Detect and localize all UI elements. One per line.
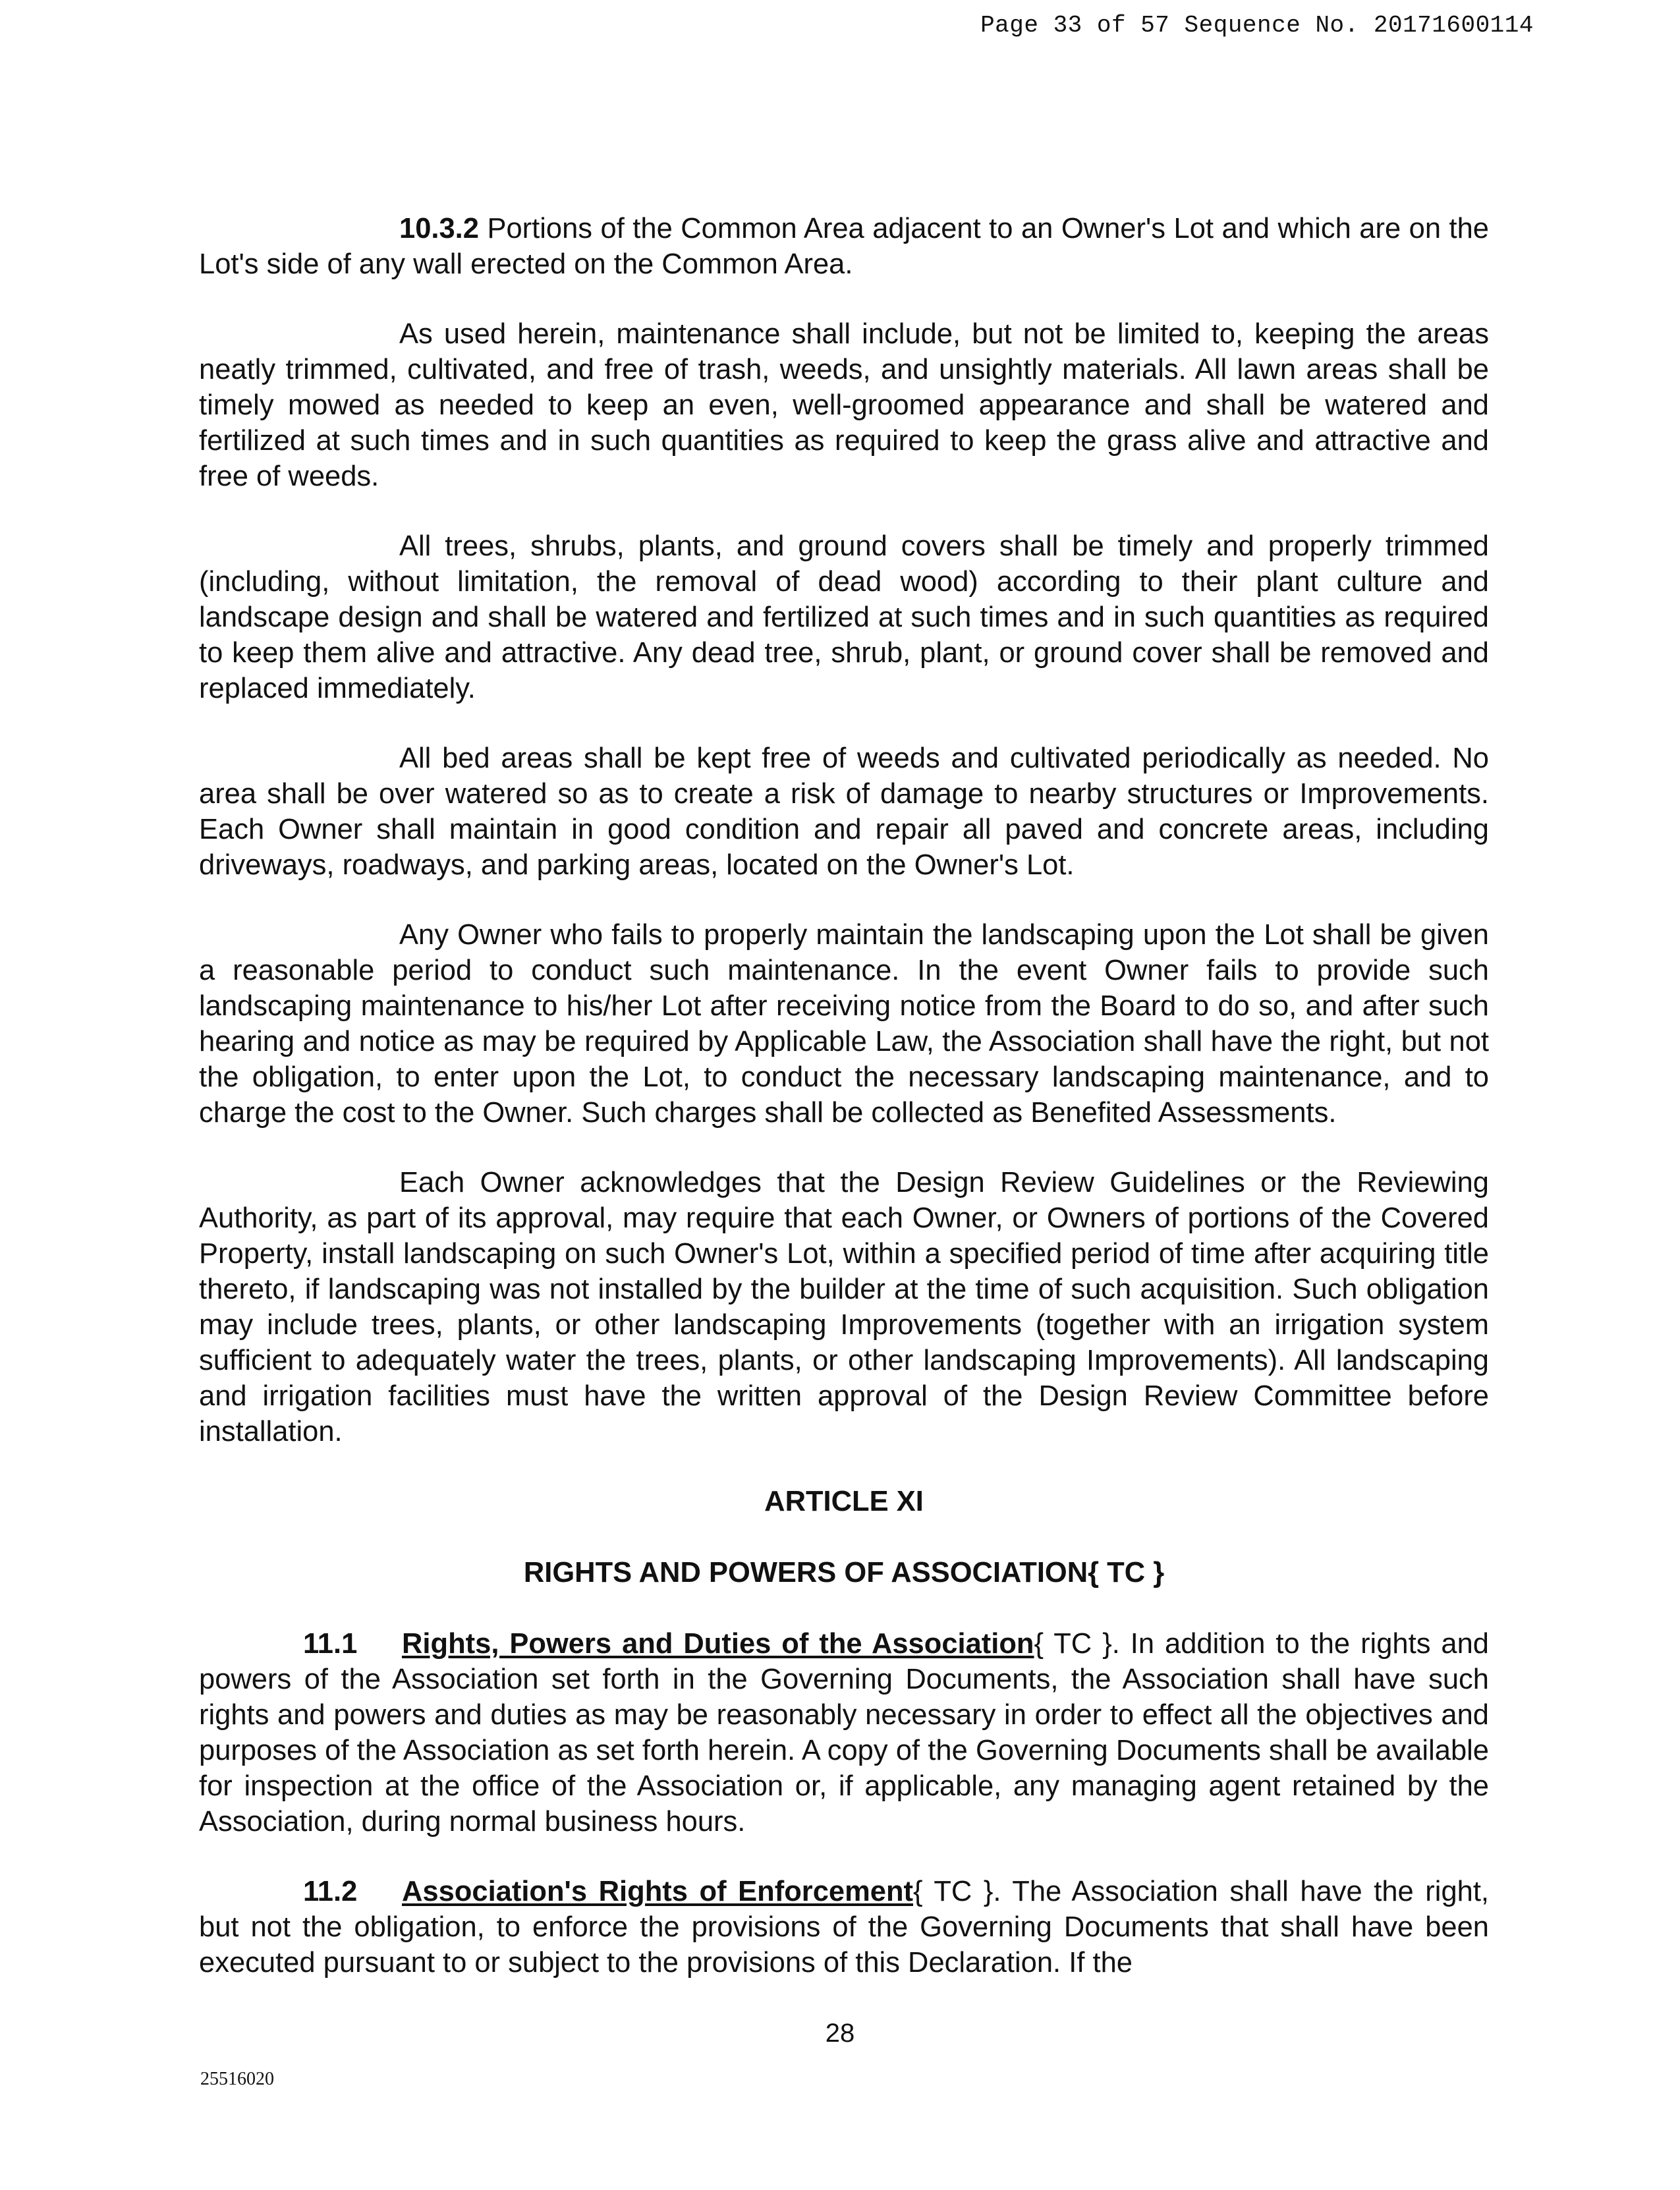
section-heading: Association's Rights of Enforcement: [402, 1876, 914, 1907]
tc-marker: { TC }: [1034, 1628, 1112, 1660]
paragraph-failure-to-maintain: Any Owner who fails to properly maintain the landscaping upon the Lot shall be given a reasonable period to conduct such maintenance. In the event Owner fails to provide such landscaping maintenance to his/her Lot after receiving notice from the Board to do so, and after such hearing and notice as may be required by Applicable Law, the Association shall have the right, but not the obligation, to enter upon the Lot, to conduct the necessary landscaping maintenance, and to charge the cost to the Owner. Such charges shall be collected as Benefited Assessments.: [199, 919, 1489, 1129]
section-text: . In addition to the rights and powers of the Association set forth in the Governing Documents, the Association shall have such rights and powers and duties as may be reasonably necessary in order to effect all the objectives and purposes of the Association as set forth herein. A copy of the Governing Documents shall be available for inspection at the office of the Association or, if applicable, any managing agent retained by the Association, during normal business hours.: [199, 1628, 1489, 1838]
paragraph-landscaping-installation: Each Owner acknowledges that the Design Review Guidelines or the Reviewing Authority, as part of its approval, may require that each Owner, or Owners of portions of the Covered Property, install landscaping on such Owner's Lot, within a specified period of time after acquiring title thereto, if landscaping was not installed by the builder at the time of such acquisition. Such obligation may include trees, plants, or other landscaping Improvements (together with an irrigation system sufficient to adequately water the trees, plants, or other landscaping Improvements). All landscaping and irrigation facilities must have the written approval of the Design Review Committee before installation.: [199, 1167, 1489, 1447]
section-11-2: [199, 1874, 1489, 1980]
section-text: Portions of the Common Area adjacent to an Owner's Lot and which are on the Lot's side of any wall erected on the Common Area.: [199, 213, 1489, 280]
section-text: . The Association shall have the right, but not the obligation, to enforce the provisions of the Governing Documents that shall have been executed pursuant to or subject to the provisions of this Declaration. If the: [199, 1876, 1489, 1979]
document-body: [199, 211, 1489, 2015]
section-number: 11.2: [303, 1876, 358, 1907]
tc-marker: { TC }: [913, 1876, 994, 1907]
page-number: 28: [825, 2019, 855, 2048]
section-11-1: [199, 1626, 1489, 1839]
paragraph-bed-areas: All bed areas shall be kept free of weeds and cultivated periodically as needed. No area shall be over watered so as to create a risk of damage to nearby structures or Improvements. Each Owner shall maintain in good condition and repair all paved and concrete areas, including driveways, roadways, and parking areas, located on the Owner's Lot.: [199, 743, 1489, 881]
article-title: RIGHTS AND POWERS OF ASSOCIATION{ TC }: [523, 1557, 1165, 1588]
article-number: ARTICLE XI: [764, 1486, 924, 1517]
paragraph-maintenance-definition: As used herein, maintenance shall include, but not be limited to, keeping the areas neatly trimmed, cultivated, and free of trash, weeds, and unsightly materials. All lawn areas shall be timely mowed as needed to keep an even, well-groomed appearance and shall be watered and fertilized at such times and in such quantities as required to keep the grass alive and attractive and free of weeds.: [199, 318, 1489, 492]
section-number: 11.1: [303, 1628, 358, 1660]
section-number: 10.3.2: [399, 213, 479, 244]
section-10-3-2: [199, 211, 1489, 282]
section-heading: Rights, Powers and Duties of the Association: [402, 1628, 1034, 1660]
document-id: 25516020: [200, 2069, 274, 2089]
paragraph-trees-shrubs: All trees, shrubs, plants, and ground covers shall be timely and properly trimmed (including, without limitation, the removal of dead wood) according to their plant culture and landscape design and shall be watered and fertilized at such times and in such quantities as required to keep them alive and attractive. Any dead tree, shrub, plant, or ground cover shall be removed and replaced immediately.: [199, 530, 1489, 704]
page-sequence-stamp: Page 33 of 57 Sequence No. 20171600114: [980, 12, 1534, 39]
